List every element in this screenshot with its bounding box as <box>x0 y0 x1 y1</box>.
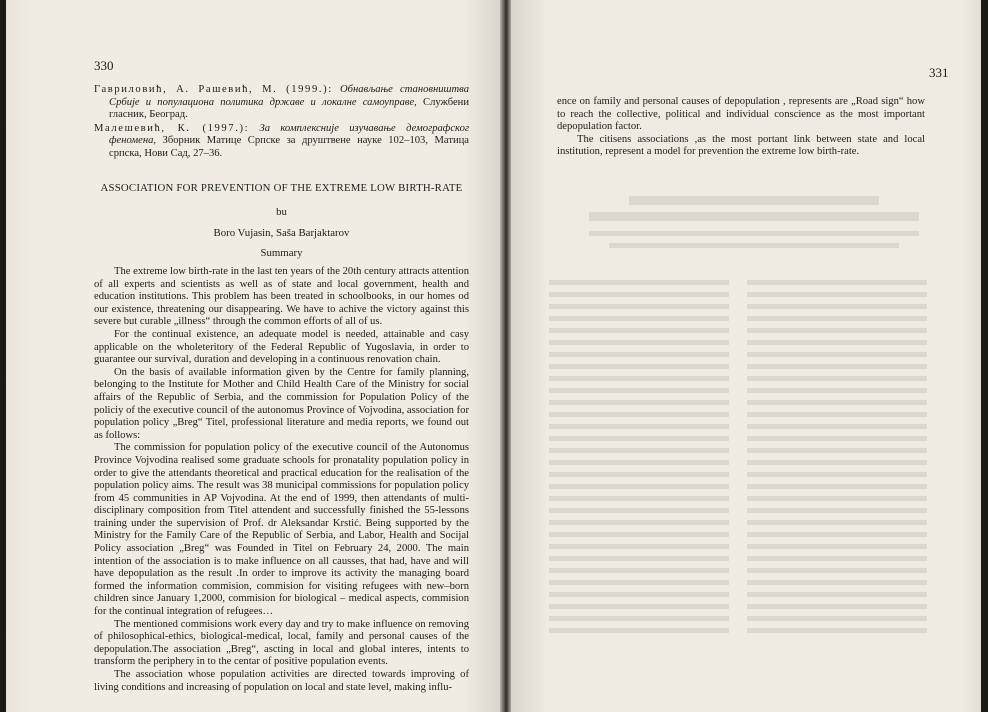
body-paragraph: ence on family and personal causes of depopulation , represents are „Road sign“ how to reach the collective, political and individual conscience as the most important depopulation factor. <box>557 96 925 133</box>
bleed-through-right-column <box>747 280 927 660</box>
body-paragraph: The citisens associations ,as the most portant link between state and local institution, represent a model for prevention the extreme low birth-rate. <box>557 133 925 158</box>
body-paragraph: On the basis of available information given by the Centre for family planning, belonging to the Institute for Mother and Child Health Care of the Ministry for social affairs of the Republic of Serbia, and the commission for Population Policy of the policiy of the executive council of the autonomus Province of Vojvodina, association for population policy „Breg“ Titel, professional literature and media reports, we found out as follows: <box>94 366 469 441</box>
summary-heading: Summary <box>260 247 303 259</box>
summary-body-right <box>557 96 925 159</box>
page-number-right: 331 <box>929 65 949 80</box>
article-authors: Boro Vujasin, Saša Barjaktarov <box>213 227 350 239</box>
body-paragraph: The association whose population activities are directed towards improving of living conditions and increasing of population on local and state level, making influ- <box>94 669 469 693</box>
reference-title: За комплексније изучавање демографског феномена, <box>109 122 469 147</box>
article-title: ASSOCIATION FOR PREVENTION OF THE EXTREME LOW BIRTH-RATE <box>100 182 463 194</box>
reference-publisher: Службени гласник, Београд. <box>109 96 469 121</box>
body-paragraph: The commission for population policy of the executive council of the Autonomus Province Vojvodina realised some graduate schools for pronatality population policy in order to give the attendants theoretical and practical education for the realisation of the population policy aims. The result was 38 municipal commissions for population policy from 45 communities in AP Vojvodina. At the end of 1999, then attendants of multi-disciplinary composition from Titel attendent and successfully finished the 55-lessons training under the supervision of Prof. dr Aleksandar Krstić. Being supported by the Ministry for the Family Care of the Republic of Serbia, and Labor, Health and Socijal Policy association „Breg“ was Founded in Titel on February 24, 2000. The main intention of the association is to make influence on all causses, that had, have and will have depopulation as the result .In order to improve its activity the managing board formed the information commision, commision for visiting refugees with new–born children since January 1,2000, commision for biological – medical aspects, commision for the continual integration of refugees… <box>94 442 469 618</box>
reference-publisher: Зборник Матице Српске за друштвене науке 102–103, Матица српска, Нови Сад, 27–36. <box>109 135 469 159</box>
body-paragraph: For the continual existence, an adequate model is needed, attainable and casy applicable on the wholeteritory of the Federal Republic of Yugoslavia, in order to guarantee our survival, duration and developing in a continuous renovation chain. <box>94 328 469 366</box>
bleed-through-heading <box>589 196 919 266</box>
reference-list <box>94 84 469 162</box>
reference-item <box>94 123 469 161</box>
book-gutter <box>500 0 511 712</box>
reference-author: Малешевић, К. (1997.): <box>94 122 250 134</box>
body-paragraph: The mentioned commisions work every day and try to make influence on removing of philosophical-ethics, biological-medical, local, family and personal causes of the depopulation.The association „Breg“, ascting in local and global interes, intents to transform the periphery in to the centar of positive population events. <box>94 618 469 668</box>
body-paragraph: The extreme low birth-rate in the last ten years of the 20th century attracts attention of all experts and scientists as well as of state and local government, health and education institutions. This problem has been treated in schoolbooks, in our homes od our existence, threatening our disappearing. We have to achive the victory against this severe but curable „illness“ through the common efforts of all of us. <box>94 266 469 328</box>
reference-item <box>94 84 469 122</box>
page-number-left: 330 <box>94 58 114 73</box>
bleed-through-left-column <box>549 280 729 660</box>
article-byline-prefix: bu <box>276 206 287 218</box>
reference-title: Обнављање становништва Србије и популациона политика државе и локалне самоуправе, <box>109 84 469 108</box>
summary-body-left <box>94 266 469 694</box>
reference-author: Гавриловић, А. Рашевић, М. (1999.): <box>94 84 333 95</box>
